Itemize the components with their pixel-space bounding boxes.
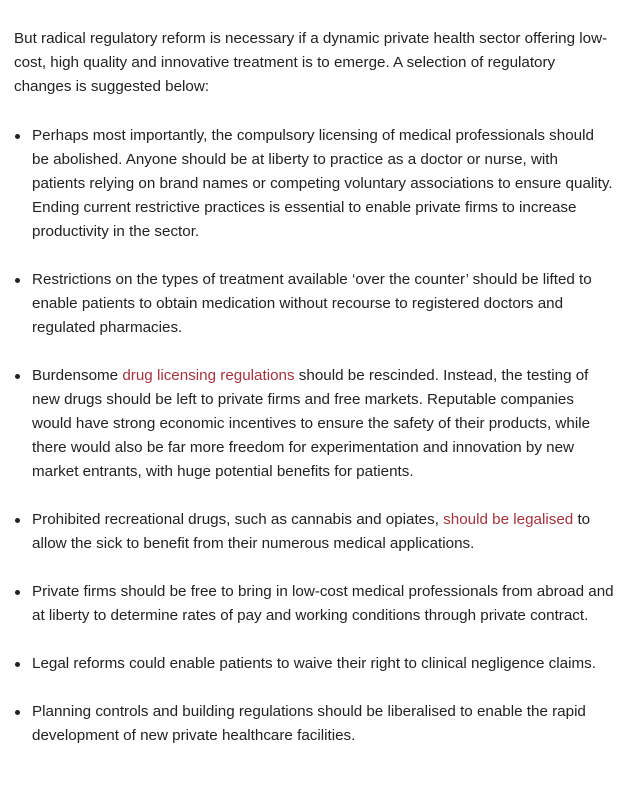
list-item [14, 124, 615, 244]
list-item-text: Private firms should be free to bring in low-cost medical professionals from abroad and at liberty to determine rates of pay and working conditions through private contract. [32, 583, 614, 624]
list-item [14, 268, 615, 340]
bullet-icon [15, 590, 20, 595]
bullet-icon [15, 278, 20, 283]
reform-list [14, 124, 615, 748]
list-item [14, 700, 615, 748]
list-item [14, 580, 615, 628]
list-item [14, 364, 615, 484]
list-item-text: Restrictions on the types of treatment available ‘over the counter’ should be lifted to enable patients to obtain medication without recourse to registered doctors and regulated pharmacies. [32, 271, 592, 336]
list-item-text-after: should be rescinded. Instead, the testing of new drugs should be left to private firms and free markets. Reputable companies would have strong economic incentives to ensure the safety of their products, while there would also be far more freedom for experimentation and innovation by new market entrants, with huge potential benefits for patients. [32, 367, 591, 480]
list-item-text: Planning controls and building regulations should be liberalised to enable the rapid development of new private healthcare facilities. [32, 703, 586, 744]
should-be-legalised-link[interactable]: should be legalised [443, 511, 574, 528]
bullet-icon [15, 374, 20, 379]
list-item-text-after: to allow the sick to benefit from their numerous medical applications. [32, 511, 591, 552]
list-item [14, 508, 615, 556]
bullet-icon [15, 710, 20, 715]
bullet-icon [15, 662, 20, 667]
bullet-icon [15, 518, 20, 523]
list-item-text-before: Prohibited recreational drugs, such as cannabis and opiates, [32, 511, 444, 528]
list-item-text: Perhaps most importantly, the compulsory licensing of medical professionals should be abolished. Anyone should be at liberty to practice as a doctor or nurse, with patients relying on brand names or competing voluntary associations to ensure quality. Ending current restrictive practices is essential to enable private firms to increase productivity in the sector. [32, 127, 613, 240]
list-item-text: Legal reforms could enable patients to waive their right to clinical negligence claims. [32, 655, 596, 672]
drug-licensing-regulations-link[interactable]: drug licensing regulations [122, 367, 295, 384]
list-item [14, 652, 615, 676]
intro-paragraph: But radical regulatory reform is necessary if a dynamic private health sector offering low-cost, high quality and innovative treatment is to emerge. A selection of regulatory changes is suggested below: [14, 30, 608, 95]
bullet-icon [15, 134, 20, 139]
list-item-text-before: Burdensome [32, 367, 123, 384]
